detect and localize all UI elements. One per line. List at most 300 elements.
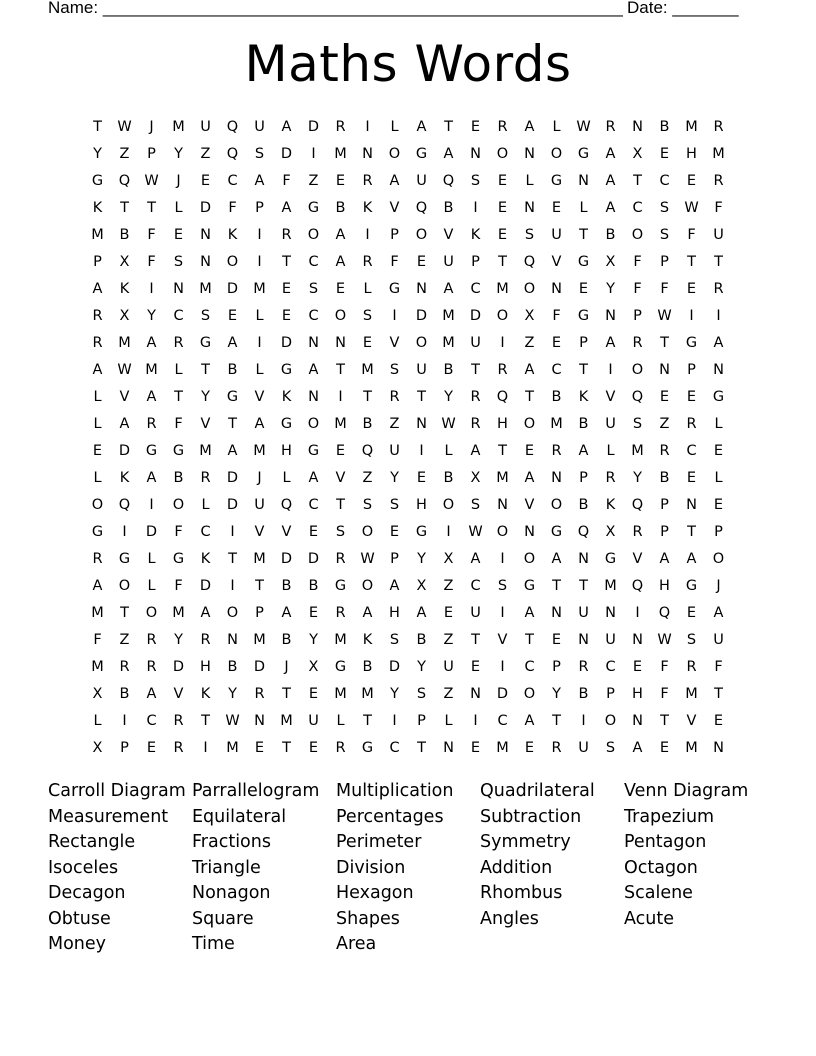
- grid-letter[interactable]: F: [174, 524, 183, 540]
- grid-letter[interactable]: O: [361, 524, 374, 540]
- grid-letter[interactable]: A: [92, 281, 103, 297]
- grid-letter[interactable]: Q: [631, 578, 644, 594]
- grid-letter[interactable]: S: [497, 578, 508, 594]
- grid-letter[interactable]: B: [362, 659, 373, 675]
- grid-letter[interactable]: R: [659, 443, 670, 459]
- grid-letter[interactable]: Y: [228, 686, 237, 702]
- grid-letter[interactable]: B: [308, 578, 319, 594]
- grid-letter[interactable]: Y: [309, 632, 318, 648]
- grid-letter[interactable]: N: [578, 173, 589, 189]
- grid-letter[interactable]: S: [659, 200, 670, 216]
- grid-letter[interactable]: I: [500, 605, 505, 621]
- grid-letter[interactable]: F: [552, 308, 561, 324]
- grid-letter[interactable]: X: [92, 740, 103, 756]
- grid-letter[interactable]: R: [497, 362, 508, 378]
- grid-letter[interactable]: O: [604, 713, 617, 729]
- grid-letter[interactable]: O: [334, 308, 347, 324]
- grid-letter[interactable]: G: [415, 524, 428, 540]
- grid-letter[interactable]: A: [659, 551, 670, 567]
- grid-letter[interactable]: S: [470, 497, 481, 513]
- grid-letter[interactable]: T: [228, 551, 237, 567]
- grid-letter[interactable]: F: [714, 200, 723, 216]
- grid-letter[interactable]: M: [280, 713, 293, 729]
- grid-letter[interactable]: B: [335, 200, 346, 216]
- grid-letter[interactable]: E: [254, 740, 265, 756]
- grid-letter[interactable]: R: [605, 470, 616, 486]
- grid-letter[interactable]: A: [605, 200, 616, 216]
- grid-letter[interactable]: V: [200, 416, 211, 432]
- grid-letter[interactable]: R: [713, 119, 724, 135]
- grid-letter[interactable]: A: [146, 389, 157, 405]
- grid-letter[interactable]: E: [416, 254, 427, 270]
- grid-letter[interactable]: O: [523, 281, 536, 297]
- grid-letter[interactable]: M: [253, 632, 266, 648]
- grid-letter[interactable]: T: [282, 740, 291, 756]
- grid-letter[interactable]: M: [172, 119, 185, 135]
- grid-letter[interactable]: U: [578, 740, 589, 756]
- grid-letter[interactable]: L: [336, 713, 345, 729]
- grid-letter[interactable]: L: [282, 470, 291, 486]
- grid-letter[interactable]: Q: [631, 389, 644, 405]
- grid-letter[interactable]: F: [660, 686, 669, 702]
- grid-letter[interactable]: M: [685, 686, 698, 702]
- grid-letter[interactable]: L: [255, 362, 264, 378]
- grid-letter[interactable]: L: [147, 578, 156, 594]
- grid-letter[interactable]: R: [686, 416, 697, 432]
- grid-letter[interactable]: V: [605, 389, 616, 405]
- grid-letter[interactable]: T: [174, 389, 183, 405]
- grid-letter[interactable]: X: [605, 524, 616, 540]
- grid-letter[interactable]: M: [172, 605, 185, 621]
- grid-letter[interactable]: N: [713, 362, 724, 378]
- grid-letter[interactable]: I: [122, 524, 127, 540]
- grid-letter[interactable]: N: [659, 362, 670, 378]
- grid-letter[interactable]: A: [416, 119, 427, 135]
- grid-letter[interactable]: Z: [443, 578, 454, 594]
- grid-letter[interactable]: W: [117, 362, 132, 378]
- grid-letter[interactable]: A: [362, 605, 373, 621]
- grid-letter[interactable]: S: [389, 497, 400, 513]
- grid-letter[interactable]: B: [173, 470, 184, 486]
- grid-letter[interactable]: M: [334, 686, 347, 702]
- grid-letter[interactable]: W: [657, 308, 672, 324]
- grid-letter[interactable]: M: [91, 659, 104, 675]
- grid-letter[interactable]: G: [145, 443, 158, 459]
- grid-letter[interactable]: X: [605, 254, 616, 270]
- grid-letter[interactable]: U: [470, 605, 481, 621]
- grid-letter[interactable]: D: [172, 659, 185, 675]
- grid-letter[interactable]: U: [713, 227, 724, 243]
- grid-letter[interactable]: R: [146, 416, 157, 432]
- grid-letter[interactable]: P: [417, 713, 426, 729]
- grid-letter[interactable]: Y: [633, 470, 642, 486]
- grid-letter[interactable]: A: [119, 416, 130, 432]
- grid-letter[interactable]: F: [687, 227, 696, 243]
- grid-letter[interactable]: E: [389, 524, 400, 540]
- grid-letter[interactable]: T: [336, 362, 345, 378]
- grid-letter[interactable]: K: [605, 497, 616, 513]
- grid-letter[interactable]: R: [254, 686, 265, 702]
- grid-letter[interactable]: E: [497, 173, 508, 189]
- grid-letter[interactable]: E: [713, 713, 724, 729]
- grid-letter[interactable]: M: [442, 308, 455, 324]
- grid-letter[interactable]: K: [470, 227, 481, 243]
- grid-letter[interactable]: A: [416, 605, 427, 621]
- grid-letter[interactable]: W: [360, 551, 375, 567]
- grid-letter[interactable]: F: [282, 173, 291, 189]
- grid-letter[interactable]: Q: [496, 389, 509, 405]
- grid-letter[interactable]: N: [200, 227, 211, 243]
- grid-letter[interactable]: N: [416, 416, 427, 432]
- grid-letter[interactable]: G: [685, 335, 698, 351]
- grid-letter[interactable]: L: [444, 443, 453, 459]
- grid-letter[interactable]: G: [307, 443, 320, 459]
- grid-letter[interactable]: P: [390, 227, 399, 243]
- grid-letter[interactable]: S: [416, 686, 427, 702]
- grid-letter[interactable]: E: [308, 686, 319, 702]
- grid-letter[interactable]: G: [685, 578, 698, 594]
- grid-letter[interactable]: R: [470, 389, 481, 405]
- grid-letter[interactable]: W: [117, 119, 132, 135]
- grid-letter[interactable]: E: [686, 605, 697, 621]
- grid-letter[interactable]: R: [173, 740, 184, 756]
- grid-letter[interactable]: T: [579, 227, 588, 243]
- grid-letter[interactable]: V: [281, 524, 292, 540]
- grid-letter[interactable]: O: [118, 578, 131, 594]
- grid-letter[interactable]: U: [416, 362, 427, 378]
- grid-letter[interactable]: X: [470, 470, 481, 486]
- grid-letter[interactable]: G: [172, 551, 185, 567]
- grid-letter[interactable]: A: [389, 173, 400, 189]
- grid-letter[interactable]: E: [335, 443, 346, 459]
- grid-letter[interactable]: L: [174, 200, 183, 216]
- grid-letter[interactable]: B: [578, 497, 589, 513]
- grid-letter[interactable]: R: [335, 119, 346, 135]
- grid-letter[interactable]: Z: [524, 335, 535, 351]
- grid-letter[interactable]: P: [552, 659, 561, 675]
- grid-letter[interactable]: A: [281, 605, 292, 621]
- grid-letter[interactable]: G: [280, 362, 293, 378]
- grid-letter[interactable]: I: [392, 308, 397, 324]
- grid-letter[interactable]: A: [605, 146, 616, 162]
- grid-letter[interactable]: M: [442, 335, 455, 351]
- grid-letter[interactable]: F: [174, 578, 183, 594]
- grid-letter[interactable]: E: [443, 605, 454, 621]
- grid-letter[interactable]: N: [443, 740, 454, 756]
- grid-letter[interactable]: E: [551, 632, 562, 648]
- grid-letter[interactable]: E: [92, 443, 103, 459]
- grid-letter[interactable]: T: [120, 605, 129, 621]
- grid-letter[interactable]: W: [441, 416, 456, 432]
- grid-letter[interactable]: S: [659, 227, 670, 243]
- grid-letter[interactable]: O: [415, 335, 428, 351]
- grid-letter[interactable]: K: [227, 227, 238, 243]
- grid-letter[interactable]: A: [524, 605, 535, 621]
- grid-letter[interactable]: R: [335, 605, 346, 621]
- grid-letter[interactable]: Q: [361, 443, 374, 459]
- grid-letter[interactable]: N: [632, 713, 643, 729]
- grid-letter[interactable]: B: [659, 119, 670, 135]
- grid-letter[interactable]: M: [685, 740, 698, 756]
- grid-letter[interactable]: D: [280, 551, 293, 567]
- grid-letter[interactable]: U: [416, 173, 427, 189]
- grid-letter[interactable]: L: [174, 362, 183, 378]
- grid-letter[interactable]: M: [361, 686, 374, 702]
- grid-letter[interactable]: G: [280, 416, 293, 432]
- grid-letter[interactable]: S: [200, 308, 211, 324]
- grid-letter[interactable]: N: [335, 335, 346, 351]
- grid-letter[interactable]: N: [497, 497, 508, 513]
- grid-letter[interactable]: A: [92, 578, 103, 594]
- grid-letter[interactable]: Y: [390, 470, 399, 486]
- grid-letter[interactable]: I: [689, 308, 694, 324]
- grid-letter[interactable]: T: [660, 713, 669, 729]
- grid-letter[interactable]: E: [686, 281, 697, 297]
- grid-letter[interactable]: V: [497, 632, 508, 648]
- grid-letter[interactable]: Q: [415, 200, 428, 216]
- grid-letter[interactable]: R: [146, 632, 157, 648]
- grid-letter[interactable]: E: [200, 173, 211, 189]
- grid-letter[interactable]: U: [443, 254, 454, 270]
- grid-letter[interactable]: D: [226, 497, 239, 513]
- grid-letter[interactable]: E: [686, 389, 697, 405]
- grid-letter[interactable]: N: [551, 281, 562, 297]
- grid-letter[interactable]: Z: [200, 146, 211, 162]
- grid-letter[interactable]: M: [253, 443, 266, 459]
- grid-letter[interactable]: R: [200, 470, 211, 486]
- grid-letter[interactable]: Y: [174, 146, 183, 162]
- grid-letter[interactable]: T: [282, 254, 291, 270]
- grid-letter[interactable]: E: [551, 200, 562, 216]
- grid-letter[interactable]: B: [227, 362, 238, 378]
- grid-letter[interactable]: E: [713, 443, 724, 459]
- grid-letter[interactable]: D: [226, 470, 239, 486]
- grid-letter[interactable]: O: [631, 362, 644, 378]
- grid-letter[interactable]: X: [92, 686, 103, 702]
- grid-letter[interactable]: D: [280, 146, 293, 162]
- grid-letter[interactable]: E: [416, 470, 427, 486]
- grid-letter[interactable]: C: [308, 254, 319, 270]
- grid-letter[interactable]: P: [255, 200, 264, 216]
- grid-letter[interactable]: E: [335, 173, 346, 189]
- grid-letter[interactable]: M: [199, 443, 212, 459]
- grid-letter[interactable]: D: [307, 551, 320, 567]
- grid-letter[interactable]: U: [551, 227, 562, 243]
- grid-letter[interactable]: U: [470, 335, 481, 351]
- grid-letter[interactable]: M: [145, 362, 158, 378]
- grid-letter[interactable]: K: [119, 470, 130, 486]
- grid-letter[interactable]: B: [659, 470, 670, 486]
- grid-letter[interactable]: L: [93, 389, 102, 405]
- grid-letter[interactable]: J: [284, 659, 289, 675]
- grid-letter[interactable]: E: [659, 740, 670, 756]
- grid-letter[interactable]: C: [227, 173, 238, 189]
- grid-letter[interactable]: R: [632, 524, 643, 540]
- grid-letter[interactable]: S: [632, 416, 643, 432]
- grid-letter[interactable]: F: [93, 632, 102, 648]
- grid-letter[interactable]: C: [146, 713, 157, 729]
- grid-letter[interactable]: E: [335, 281, 346, 297]
- grid-letter[interactable]: C: [659, 173, 670, 189]
- grid-letter[interactable]: V: [389, 335, 400, 351]
- grid-letter[interactable]: Y: [201, 389, 210, 405]
- grid-letter[interactable]: R: [335, 740, 346, 756]
- grid-letter[interactable]: K: [200, 551, 211, 567]
- grid-letter[interactable]: Z: [389, 416, 400, 432]
- grid-letter[interactable]: G: [334, 578, 347, 594]
- grid-letter[interactable]: A: [146, 686, 157, 702]
- grid-letter[interactable]: S: [605, 740, 616, 756]
- grid-letter[interactable]: J: [257, 470, 262, 486]
- grid-letter[interactable]: L: [552, 119, 561, 135]
- grid-letter[interactable]: H: [200, 659, 211, 675]
- grid-letter[interactable]: G: [307, 200, 320, 216]
- grid-letter[interactable]: N: [551, 605, 562, 621]
- grid-letter[interactable]: E: [308, 740, 319, 756]
- grid-letter[interactable]: H: [659, 578, 670, 594]
- grid-letter[interactable]: M: [91, 227, 104, 243]
- grid-letter[interactable]: U: [578, 605, 589, 621]
- grid-letter[interactable]: S: [470, 173, 481, 189]
- grid-letter[interactable]: M: [496, 740, 509, 756]
- grid-letter[interactable]: T: [336, 497, 345, 513]
- grid-letter[interactable]: G: [172, 443, 185, 459]
- grid-letter[interactable]: M: [91, 605, 104, 621]
- grid-letter[interactable]: R: [551, 443, 562, 459]
- grid-letter[interactable]: A: [281, 119, 292, 135]
- grid-letter[interactable]: S: [389, 362, 400, 378]
- grid-letter[interactable]: R: [389, 389, 400, 405]
- grid-letter[interactable]: T: [93, 119, 102, 135]
- grid-letter[interactable]: D: [199, 200, 212, 216]
- grid-letter[interactable]: I: [716, 308, 721, 324]
- grid-letter[interactable]: E: [470, 659, 481, 675]
- grid-letter[interactable]: Z: [443, 686, 454, 702]
- grid-letter[interactable]: Q: [118, 173, 131, 189]
- grid-letter[interactable]: T: [687, 254, 696, 270]
- grid-letter[interactable]: K: [578, 389, 589, 405]
- grid-letter[interactable]: G: [577, 254, 590, 270]
- grid-letter[interactable]: D: [226, 281, 239, 297]
- grid-letter[interactable]: B: [605, 227, 616, 243]
- grid-letter[interactable]: Y: [417, 551, 426, 567]
- grid-letter[interactable]: T: [552, 713, 561, 729]
- grid-letter[interactable]: G: [118, 551, 131, 567]
- grid-letter[interactable]: O: [496, 146, 509, 162]
- grid-letter[interactable]: E: [686, 173, 697, 189]
- grid-letter[interactable]: M: [496, 281, 509, 297]
- grid-letter[interactable]: M: [226, 740, 239, 756]
- grid-letter[interactable]: I: [500, 551, 505, 567]
- grid-letter[interactable]: M: [496, 470, 509, 486]
- grid-letter[interactable]: L: [93, 416, 102, 432]
- grid-letter[interactable]: L: [255, 308, 264, 324]
- grid-letter[interactable]: C: [173, 308, 184, 324]
- grid-letter[interactable]: V: [551, 254, 562, 270]
- grid-letter[interactable]: C: [200, 524, 211, 540]
- grid-letter[interactable]: G: [415, 146, 428, 162]
- grid-letter[interactable]: C: [308, 308, 319, 324]
- grid-letter[interactable]: T: [633, 173, 642, 189]
- grid-letter[interactable]: N: [416, 281, 427, 297]
- grid-letter[interactable]: G: [550, 524, 563, 540]
- grid-letter[interactable]: B: [578, 686, 589, 702]
- grid-letter[interactable]: I: [608, 362, 613, 378]
- grid-letter[interactable]: G: [604, 551, 617, 567]
- grid-letter[interactable]: O: [307, 416, 320, 432]
- grid-letter[interactable]: N: [578, 551, 589, 567]
- grid-letter[interactable]: A: [308, 362, 319, 378]
- grid-letter[interactable]: C: [686, 443, 697, 459]
- grid-letter[interactable]: B: [227, 659, 238, 675]
- grid-letter[interactable]: N: [308, 389, 319, 405]
- grid-letter[interactable]: A: [254, 416, 265, 432]
- grid-letter[interactable]: T: [201, 713, 210, 729]
- grid-letter[interactable]: X: [308, 659, 319, 675]
- grid-letter[interactable]: H: [632, 686, 643, 702]
- grid-letter[interactable]: F: [633, 281, 642, 297]
- grid-letter[interactable]: D: [388, 659, 401, 675]
- grid-letter[interactable]: U: [389, 443, 400, 459]
- grid-letter[interactable]: F: [147, 227, 156, 243]
- grid-letter[interactable]: I: [257, 254, 262, 270]
- grid-letter[interactable]: S: [254, 146, 265, 162]
- grid-letter[interactable]: I: [149, 497, 154, 513]
- grid-letter[interactable]: Q: [442, 173, 455, 189]
- grid-letter[interactable]: D: [307, 119, 320, 135]
- grid-letter[interactable]: H: [497, 416, 508, 432]
- grid-letter[interactable]: M: [685, 119, 698, 135]
- grid-letter[interactable]: A: [146, 335, 157, 351]
- grid-letter[interactable]: T: [417, 740, 426, 756]
- grid-letter[interactable]: I: [230, 578, 235, 594]
- grid-letter[interactable]: X: [119, 308, 130, 324]
- grid-letter[interactable]: I: [257, 335, 262, 351]
- grid-letter[interactable]: A: [578, 443, 589, 459]
- grid-letter[interactable]: U: [443, 659, 454, 675]
- grid-letter[interactable]: O: [226, 254, 239, 270]
- grid-letter[interactable]: A: [227, 443, 238, 459]
- grid-letter[interactable]: Z: [308, 173, 319, 189]
- grid-letter[interactable]: G: [361, 740, 374, 756]
- grid-letter[interactable]: Y: [417, 659, 426, 675]
- grid-letter[interactable]: G: [91, 173, 104, 189]
- grid-letter[interactable]: B: [443, 362, 454, 378]
- grid-letter[interactable]: T: [417, 389, 426, 405]
- grid-letter[interactable]: X: [632, 146, 643, 162]
- grid-letter[interactable]: L: [579, 200, 588, 216]
- grid-letter[interactable]: N: [173, 281, 184, 297]
- grid-letter[interactable]: B: [551, 389, 562, 405]
- grid-letter[interactable]: R: [200, 632, 211, 648]
- grid-letter[interactable]: A: [281, 200, 292, 216]
- grid-letter[interactable]: Q: [631, 497, 644, 513]
- grid-letter[interactable]: E: [713, 497, 724, 513]
- grid-letter[interactable]: J: [149, 119, 154, 135]
- grid-letter[interactable]: G: [712, 389, 725, 405]
- grid-letter[interactable]: T: [687, 524, 696, 540]
- grid-letter[interactable]: Z: [443, 632, 454, 648]
- grid-letter[interactable]: V: [524, 497, 535, 513]
- grid-letter[interactable]: E: [470, 119, 481, 135]
- grid-letter[interactable]: B: [443, 200, 454, 216]
- grid-letter[interactable]: E: [659, 146, 670, 162]
- grid-letter[interactable]: N: [578, 632, 589, 648]
- grid-letter[interactable]: R: [92, 308, 103, 324]
- grid-letter[interactable]: I: [338, 389, 343, 405]
- grid-letter[interactable]: N: [605, 308, 616, 324]
- grid-letter[interactable]: H: [686, 146, 697, 162]
